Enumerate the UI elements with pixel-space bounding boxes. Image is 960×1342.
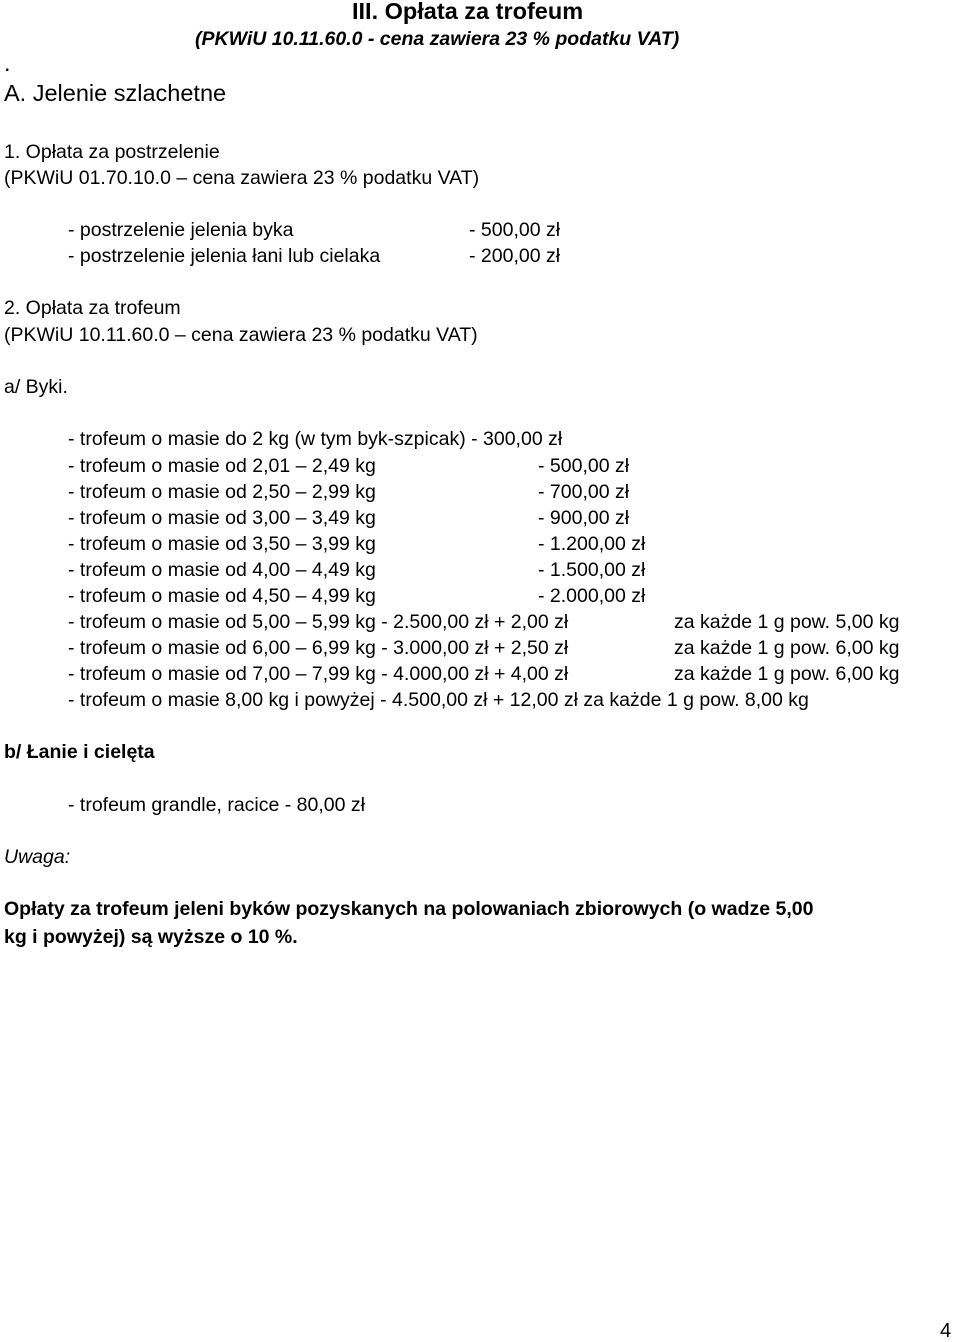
shooting-fee-title: 1. Opłata za postrzelenie <box>4 141 220 163</box>
stag-surcharge-rule: za każde 1 g pow. 5,00 kg <box>674 611 900 633</box>
stray-dot: . <box>4 50 11 76</box>
stag-trophy-label: - trofeum o masie od 2,50 – 2,99 kg <box>68 481 376 503</box>
stags-title: a/ Byki. <box>4 376 68 398</box>
stag-trophy-label: - trofeum o masie od 4,50 – 4,99 kg <box>68 585 376 607</box>
section-code: (PKWiU 10.11.60.0 - cena zawiera 23 % podatku VAT) <box>195 28 680 50</box>
stag-trophy-price: - 2.000,00 zł <box>538 585 646 607</box>
note-label: Uwaga: <box>4 846 71 868</box>
trophy-fee-title: 2. Opłata za trofeum <box>4 297 181 319</box>
stag-trophy-price: - 500,00 zł <box>538 455 630 477</box>
hinds-title: b/ Łanie i cielęta <box>4 741 155 763</box>
stag-surcharge-label: - trofeum o masie od 6,00 – 6,99 kg - 3.000,00 zł + 2,50 zł <box>68 637 569 659</box>
stag-trophy-label: - trofeum o masie od 3,00 – 3,49 kg <box>68 507 376 529</box>
shooting-item-label: - postrzelenie jelenia byka <box>68 219 294 241</box>
note-text: kg i powyżej) są wyższe o 10 %. <box>4 926 298 948</box>
stag-surcharge-label: - trofeum o masie od 5,00 – 5,99 kg - 2.500,00 zł + 2,00 zł <box>68 611 569 633</box>
stag-surcharge-rule: za każde 1 g pow. 6,00 kg <box>674 637 900 659</box>
note-text: Opłaty za trofeum jeleni byków pozyskanych na polowaniach zbiorowych (o wadze 5,00 <box>4 898 814 920</box>
hinds-trophy-row: - trofeum grandle, racice - 80,00 zł <box>68 794 365 816</box>
stag-trophy-label: - trofeum o masie od 3,50 – 3,99 kg <box>68 533 376 555</box>
stag-surcharge-label: - trofeum o masie od 7,00 – 7,99 kg - 4.000,00 zł + 4,00 zł <box>68 663 569 685</box>
page-number: 4 <box>940 1320 952 1342</box>
shooting-item-price: - 500,00 zł <box>469 219 561 241</box>
stag-trophy-row: - trofeum o masie 8,00 kg i powyżej - 4.500,00 zł + 12,00 zł za każde 1 g pow. 8,00 kg <box>68 689 809 711</box>
section-title: III. Opłata za trofeum <box>352 0 584 24</box>
stag-trophy-price: - 1.200,00 zł <box>538 533 646 555</box>
stag-trophy-row: - trofeum o masie do 2 kg (w tym byk-szpicak) - 300,00 zł <box>68 428 563 450</box>
stag-trophy-label: - trofeum o masie od 4,00 – 4,49 kg <box>68 559 376 581</box>
stag-trophy-price: - 700,00 zł <box>538 481 630 503</box>
shooting-item-label: - postrzelenie jelenia łani lub cielaka <box>68 245 381 267</box>
stag-trophy-price: - 1.500,00 zł <box>538 559 646 581</box>
shooting-fee-code: (PKWiU 01.70.10.0 – cena zawiera 23 % podatku VAT) <box>4 167 480 189</box>
shooting-item-price: - 200,00 zł <box>469 245 561 267</box>
stag-trophy-price: - 900,00 zł <box>538 507 630 529</box>
category-a-title: A. Jelenie szlachetne <box>4 80 227 106</box>
stag-surcharge-rule: za każde 1 g pow. 6,00 kg <box>674 663 900 685</box>
stag-trophy-label: - trofeum o masie od 2,01 – 2,49 kg <box>68 455 376 477</box>
trophy-fee-code: (PKWiU 10.11.60.0 – cena zawiera 23 % podatku VAT) <box>4 324 478 346</box>
